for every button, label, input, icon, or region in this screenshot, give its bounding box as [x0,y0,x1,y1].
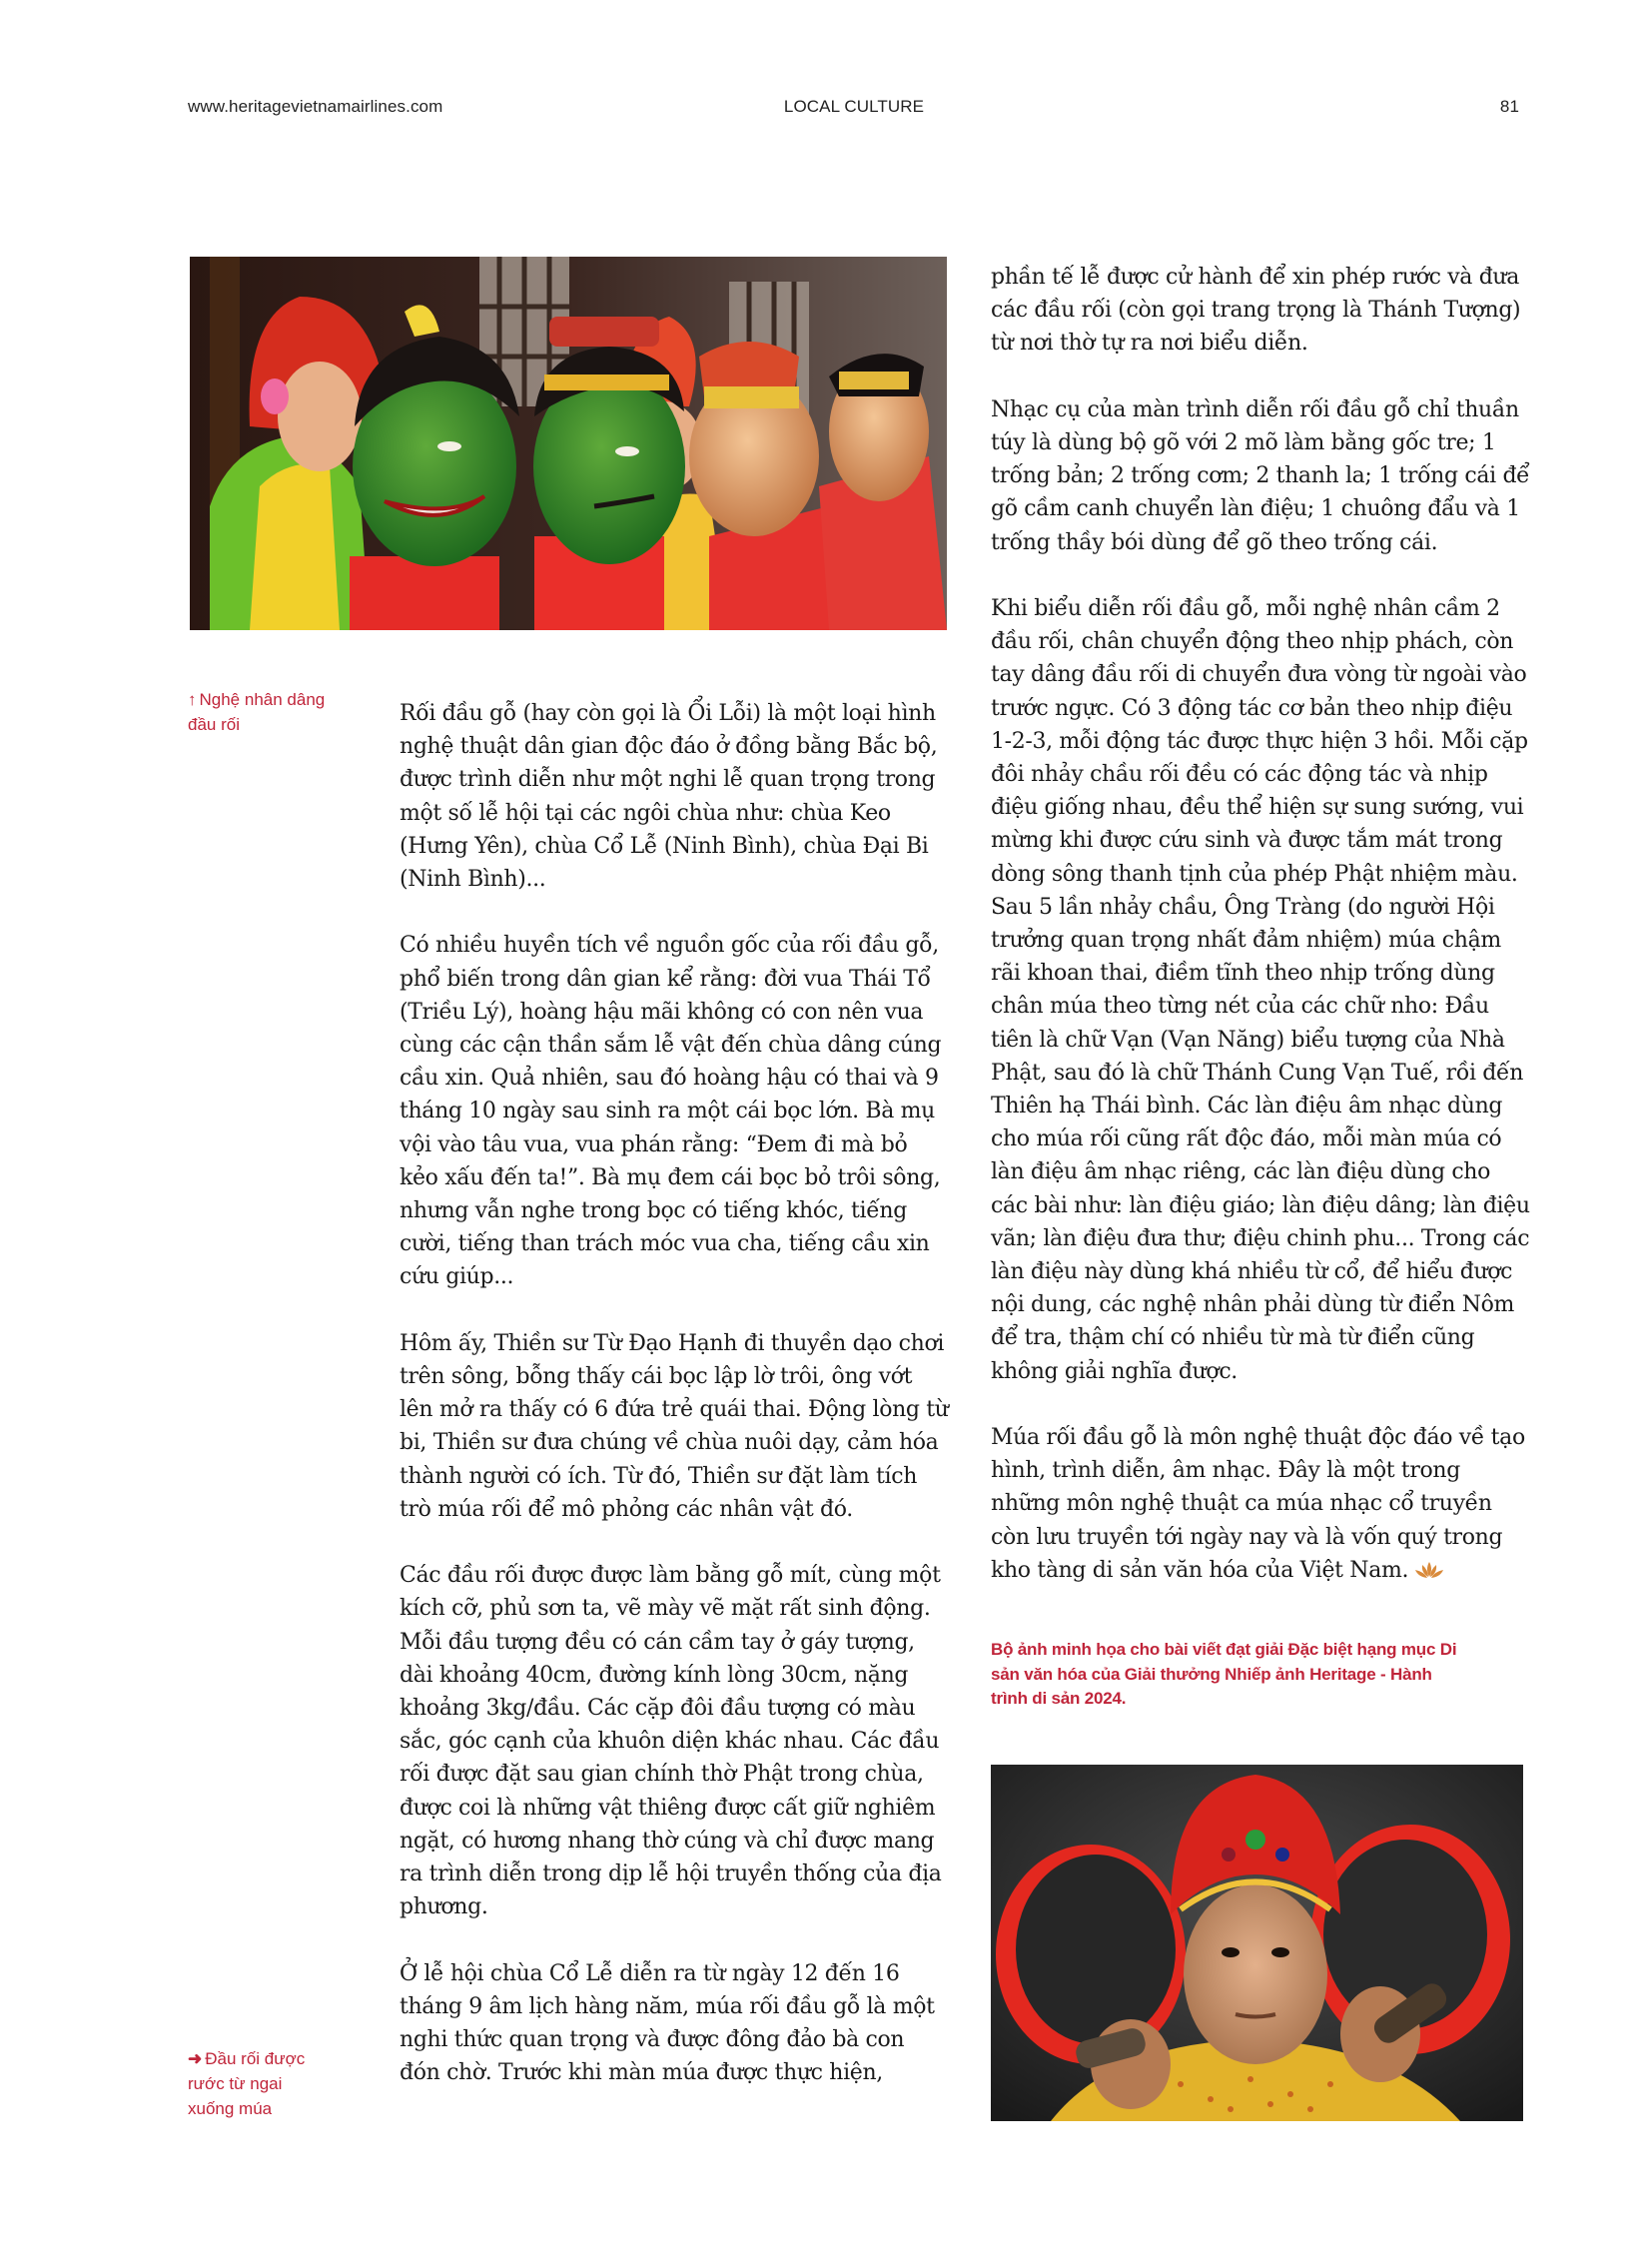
paragraph: Khi biểu diễn rối đầu gỗ, mỗi nghệ nhân cầm 2 đầu rối, chân chuyển động theo nhịp phách, còn tay dâng đầu rối di chuyển đưa vòng từ ngoài vào trước ngực. Có 3 động tác cơ bản theo nhịp điệu 1-2-3, mỗi động tác được thực hiện 3 hồi. Mỗi cặp đôi nhảy chầu rối đều có các động tác và nhịp điệu giống nhau, đều thể hiện sự sung sướng, vui mừng khi được cứu sinh và được tắm mát trong dòng sông thanh tịnh của phép Phật nhiệm màu. Sau 5 lần nhảy chầu, Ông Tràng (do người Hội trưởng quan trọng nhất đảm nhiệm) múa chậm rãi khoan thai, điềm tĩnh theo nhịp trống dùng chân múa theo từng nét của các chữ nho: Đầu tiên là chữ Vạn (Vạn Năng) biểu tượng của Nhà Phật, sau đó là chữ Thánh Cung Vạn Tuế, rồi đến Thiên hạ Thái bình. Các làn điệu âm nhạc dùng cho múa rối cũng rất độc đáo, mỗi màn múa có làn điệu âm nhạc riêng, các làn điệu dùng cho các bài như: làn điệu giáo; làn điệu dâng; làn điệu vãn; làn điệu đưa thư; điệu chinh phu... Trong các làn điệu này dùng khá nhiều từ cổ, để hiểu được nội dung, các nghệ nhân phải dùng từ điển Nôm để tra, thậm chí có nhiều từ mà từ điển cũng không giải nghĩa được. [991,596,1530,1384]
photo-puppeteer [991,1765,1523,2121]
paragraph: Nhạc cụ của màn trình diễn rối đầu gỗ chỉ thuần túy là dùng bộ gõ với 2 mõ làm bằng gốc tre; 1 trống bản; 2 trống cơm; 2 thanh la; 1 trống cái để gõ cầm canh chuyển làn điệu; 1 chuông đẩu và 1 trống thầy bói dùng để gõ theo trống cái. [991,396,1530,555]
caption-bottom-photo [188,2046,328,2121]
paragraph: Có nhiều huyền tích về nguồn gốc của rối đầu gỗ, phổ biến trong dân gian kể rằng: đời vua Thái Tổ (Triều Lý), hoàng hậu mãi không có con nên vua cùng các cận thần sắm lễ vật đến chùa dâng cúng cầu xin. Quả nhiên, sau đó hoàng hậu có thai và 9 tháng 10 ngày sau sinh ra một cái bọc lớn. Bà mụ vội vào tâu vua, vua phán rằng: “Đem đi mà bỏ kẻo xấu đến ta!”. Bà mụ đem cái bọc bỏ trôi sông, nhưng vẫn nghe trong bọc có tiếng khóc, tiếng cười, tiếng than trách móc vua cha, tiếng cầu xin cứu giúp... [400,933,942,1290]
award-caption: Bộ ảnh minh họa cho bài viết đạt giải Đặc biệt hạng mục Di sản văn hóa của Giải thưởng Nhiếp ảnh Heritage - Hành trình di sản 2024. [991,1640,1457,1708]
lotus-icon [1414,1561,1444,1579]
paragraph-text: Múa rối đầu gỗ là môn nghệ thuật độc đáo về tạo hình, trình diễn, âm nhạc. Đây là một trong những môn nghệ thuật ca múa nhạc cổ truyền còn lưu truyền tới ngày nay và là vốn quý trong kho tàng di sản văn hóa của Việt Nam. [991,1425,1525,1583]
page-number: 81 [1499,97,1519,116]
puppeteer-illustration [991,1765,1523,2121]
paragraph-final [991,1421,1530,1587]
paragraph: Rối đầu gỗ (hay còn gọi là Ổi Lỗi) là một loại hình nghệ thuật dân gian độc đáo ở đồng bằng Bắc bộ, được trình diễn như một nghi lễ quan trọng trong một số lễ hội tại các ngôi chùa như: chùa Keo (Hưng Yên), chùa Cổ Lễ (Ninh Bình), chùa Đại Bi (Ninh Bình)... [400,701,938,893]
article-column-right [991,261,1530,1620]
photo-puppets [190,257,947,630]
puppets-illustration [190,257,947,630]
article-column-left [400,697,951,2123]
arrow-right-icon: ➜ [188,2049,203,2068]
caption-top-photo [188,687,328,737]
paragraph: Hôm ấy, Thiền sư Từ Đạo Hạnh đi thuyền dạo chơi trên sông, bỗng thấy cái bọc lập lờ trôi, ông vớt lên mở ra thấy có 6 đứa trẻ quái thai. Động lòng từ bi, Thiền sư đưa chúng về chùa nuôi dạy, cảm hóa thành người có ích. Từ đó, Thiền sư đặt làm tích trò múa rối để mô phỏng các nhân vật đó. [400,1330,949,1522]
paragraph: Các đầu rối được được làm bằng gỗ mít, cùng một kích cỡ, phủ sơn ta, vẽ mày vẽ mặt rất sinh động. Mỗi đầu tượng đều có cán cầm tay ở gáy tượng, dài khoảng 40cm, đường kính lòng 30cm, nặng khoảng 3kg/đầu. Các cặp đôi đầu tượng có màu sắc, góc cạnh của khuôn diện khác nhau. Các đầu rối được đặt sau gian chính thờ Phật trong chùa, được coi là những vật thiêng được cất giữ nghiêm ngặt, có hương nhang thờ cúng và chỉ được mang ra trình diễn trong dịp lễ hội truyền thống của địa phương. [400,1563,942,1920]
paragraph: phần tế lễ được cử hành để xin phép rước và đưa các đầu rối (còn gọi trang trọng là Thánh Tượng) từ nơi thờ tự ra nơi biểu diễn. [991,265,1521,357]
website-url[interactable]: www.heritagevietnamairlines.com [188,97,443,116]
section-title: LOCAL CULTURE [783,97,925,116]
caption-top-text: Nghệ nhân dâng đầu rối [188,690,326,734]
caption-bottom-text: Đầu rối được rước từ ngai xuống múa [188,2049,306,2118]
paragraph: Ở lễ hội chùa Cổ Lễ diễn ra từ ngày 12 đến 16 tháng 9 âm lịch hàng năm, múa rối đầu gỗ là một nghi thức quan trọng và được đông đảo bà con đón chờ. Trước khi màn múa được thực hiện, [400,1960,935,2086]
arrow-up-icon: ↑ [188,690,197,709]
